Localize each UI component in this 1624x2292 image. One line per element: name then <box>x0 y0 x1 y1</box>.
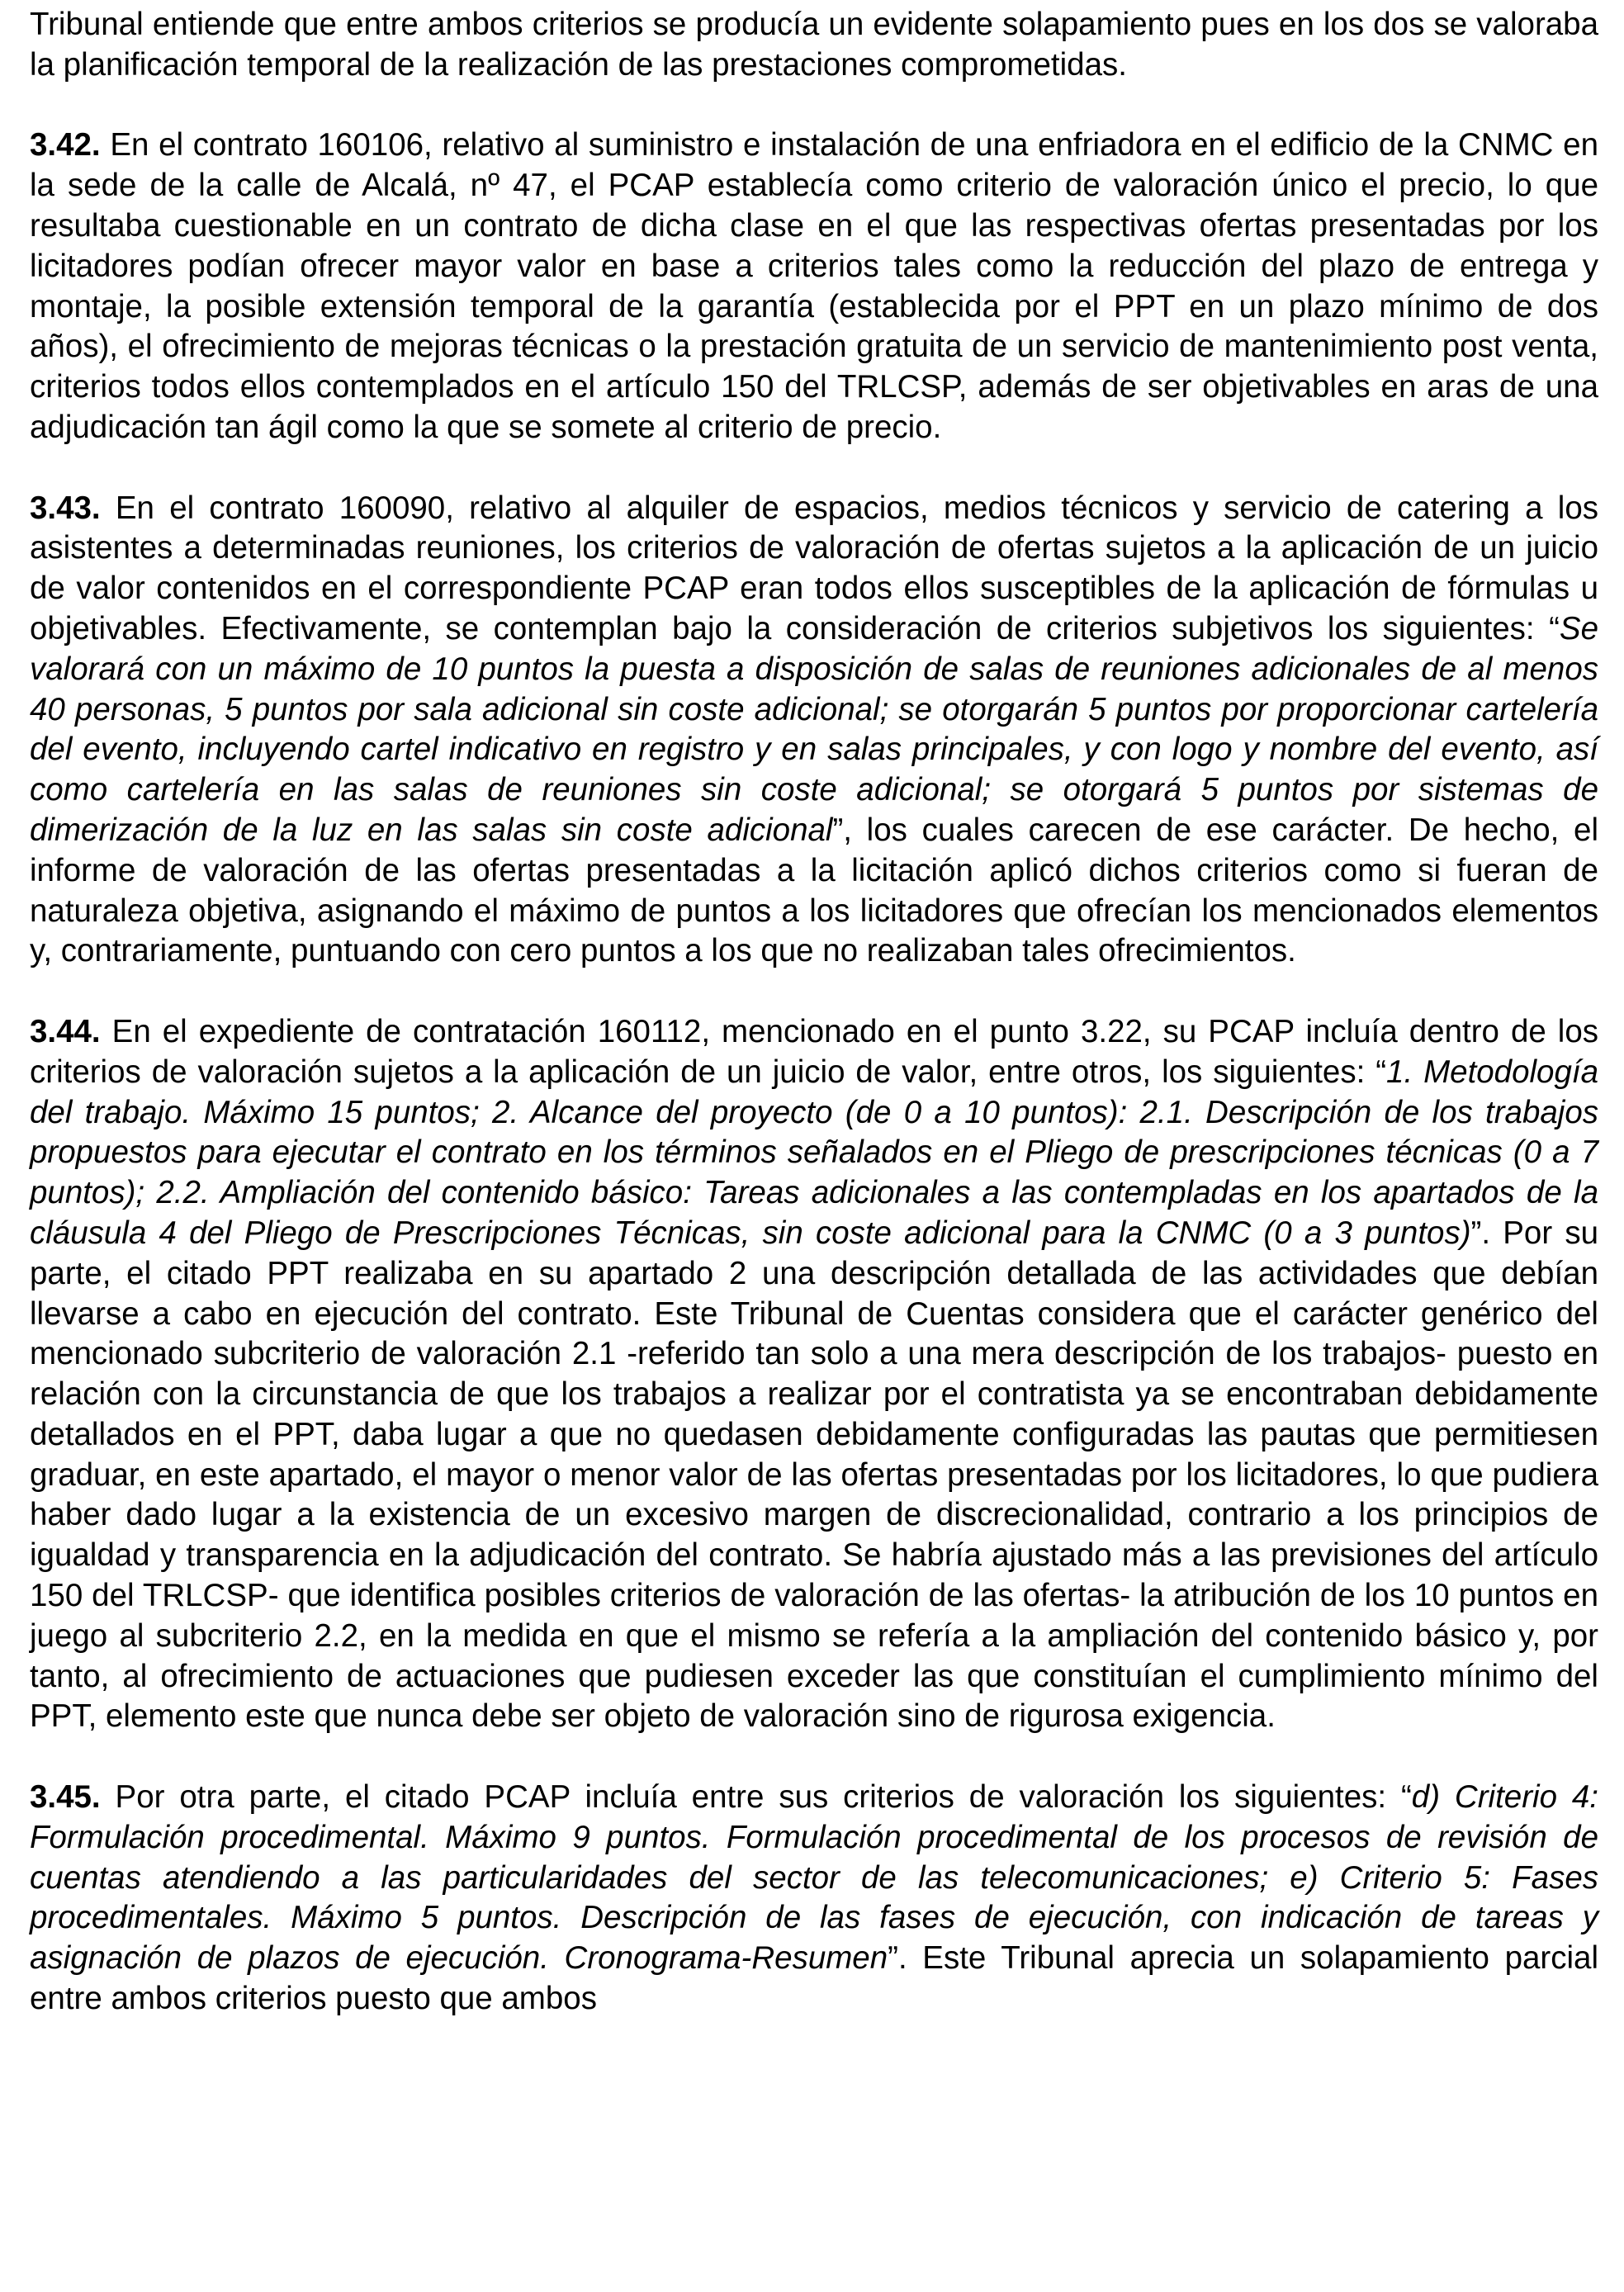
paragraph-number: 3.42. <box>30 127 101 163</box>
paragraph-text: En el expediente de contratación 160112, mencionado en el punto 3.22, su PCAP incluía dentro de los criterios de valoración sujetos a la aplicación de un juicio de valor, entre otros, los siguientes: “ <box>30 1013 1598 1090</box>
document-page <box>30 5 1598 2060</box>
paragraph-text: ”, los cuales carecen de ese carácter. De hecho, el informe de valoración de las ofertas presentadas a la licitación aplicó dichos criterios como si fueran de naturaleza objetiva, asignando el máximo de puntos a los licitadores que ofrecían los mencionados elementos y, contrariamente, puntuando con cero puntos a los que no realizaban tales ofrecimientos. <box>30 812 1598 969</box>
paragraph-text: En el contrato 160090, relativo al alquiler de espacios, medios técnicos y servicio de catering a los asistentes a determinadas reuniones, los criterios de valoración de ofertas sujetos a la aplicación de un juicio de valor contenidos en el correspondiente PCAP eran todos ellos susceptibles de la aplicación de fórmulas u objetivables. Efectivamente, se contemplan bajo la consideración de criterios subjetivos los siguientes: “ <box>30 490 1599 646</box>
quoted-criteria: Se valorará con un máximo de 10 puntos la puesta a disposición de salas de reuniones adicionales de al menos 40 personas, 5 puntos por sala adicional sin coste adicional; se otorgarán 5 puntos por proporcionar cartelería del evento, incluyendo cartel indicativo en registro y en salas principales, y con logo y nombre del evento, así como cartelería en las salas de reuniones sin coste adicional; se otorgará 5 puntos por sistemas de dimerización de la luz en las salas sin coste adicional <box>30 610 1598 848</box>
paragraph-text: En el contrato 160106, relativo al suministro e instalación de una enfriadora en el edificio de la CNMC en la sede de la calle de Alcalá, nº 47, el PCAP establecía como criterio de valoración único el precio, lo que resultaba cuestionable en un contrato de dicha clase en el que las respectivas ofertas presentadas por los licitadores podían ofrecer mayor valor en base a criterios tales como la reducción del plazo de entrega y montaje, la posible extensión temporal de la garantía (establecida por el PPT en un plazo mínimo de dos años), el ofrecimiento de mejoras técnicas o la prestación gratuita de un servicio de mantenimiento post venta, criterios todos ellos contemplados en el artículo 150 del TRLCSP, además de ser objetivables en aras de una adjudicación tan ágil como la que se somete al criterio de precio. <box>30 127 1598 445</box>
paragraph-3-43 <box>30 489 1598 973</box>
paragraph-3-45 <box>30 1778 1598 2020</box>
quoted-criteria: 1. Metodología del trabajo. Máximo 15 puntos; 2. Alcance del proyecto (de 0 a 10 puntos): 2.1. Descripción de los trabajos propuestos para ejecutar el contrato en los términos señalados en el Pliego de prescripciones técnicas (0 a 7 puntos); 2.2. Ampliación del contenido básico: Tareas adicionales a las contempladas en los apartados de la cláusula 4 del Pliego de Prescripciones Técnicas, sin coste adicional para la CNMC (0 a 3 puntos) <box>30 1054 1598 1251</box>
paragraph-text: ”. Este Tribunal aprecia un solapamiento parcial entre ambos criterios puesto que ambos <box>30 1940 1598 2017</box>
paragraph-number: 3.45. <box>30 1779 101 1816</box>
paragraph-3-44 <box>30 1012 1598 1737</box>
paragraph-number: 3.43. <box>30 490 101 526</box>
paragraph-text: ”. Por su parte, el citado PPT realizaba en su apartado 2 una descripción detallada de las actividades que debían llevarse a cabo en ejecución del contrato. Este Tribunal de Cuentas considera que el carácter genérico del mencionado subcriterio de valoración 2.1 -referido tan solo a una mera descripción de los trabajos- puesto en relación con la circunstancia de que los trabajos a realizar por el contratista ya se encontraban debidamente detallados en el PPT, daba lugar a que no quedasen debidamente configuradas las pautas que permitiesen graduar, en este apartado, el mayor o menor valor de las ofertas presentadas por los licitadores, lo que pudiera haber dado lugar a la existencia de un excesivo margen de discrecionalidad, contrario a los principios de igualdad y transparencia en la adjudicación del contrato. Se habría ajustado más a las previsiones del artículo 150 del TRLCSP- que identifica posibles criterios de valoración de las ofertas- la atribución de los 10 puntos en juego al subcriterio 2.2, en la medida en que el mismo se refería a la ampliación del contenido básico y, por tanto, al ofrecimiento de actuaciones que pudiesen exceder las que constituían el cumplimiento mínimo del PPT, elemento este que nunca debe ser objeto de valoración sino de rigurosa exigencia. <box>30 1215 1599 1735</box>
paragraph-text: Tribunal entiende que entre ambos criterios se producía un evidente solapamiento pues en los dos se valoraba la planificación temporal de la realización de las prestaciones comprometidas. <box>30 7 1598 83</box>
paragraph-3-42 <box>30 125 1598 448</box>
paragraph-number: 3.44. <box>30 1013 101 1049</box>
quoted-criteria: d) Criterio 4: Formulación procedimental. Máximo 9 puntos. Formulación procedimental de los procesos de revisión de cuentas atendiendo a las particularidades del sector de las telecomunicaciones; e) Criterio 5: Fases procedimentales. Máximo 5 puntos. Descripción de las fases de ejecución, con indicación de tareas y asignación de plazos de ejecución. Cronograma-Resumen <box>30 1779 1598 1977</box>
paragraph-continuation <box>30 5 1598 86</box>
paragraph-text: Por otra parte, el citado PCAP incluía entre sus criterios de valoración los siguientes: “ <box>115 1779 1412 1816</box>
